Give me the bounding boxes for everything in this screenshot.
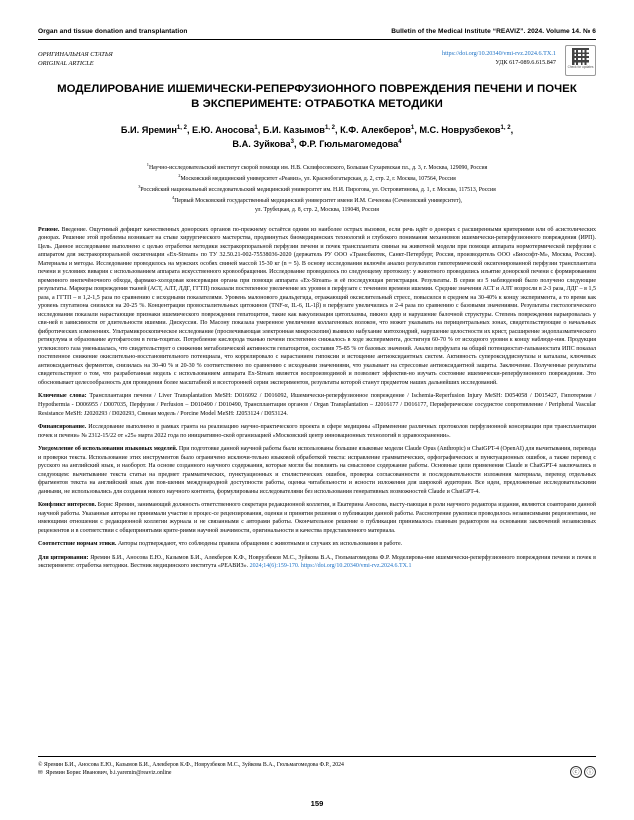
crossmark-badge[interactable] [565,45,596,76]
keywords-paragraph [38,392,596,418]
citation-label: Для цитирования: [38,554,89,561]
citation-text: Яремин Б.И., Аносова Е.Ю., Казымов Б.И., Алекберов К.Ф., Новрузбеков М.С., Зуйкова В.А., Гюльмагомедова Ф.Р. Моделирова-ние ишемически-реперфузионного повреждения печени и почек в эксперименте: отработка методики. Вестник медицинского института «РЕАВИЗ». [38,554,596,570]
creative-commons-marks[interactable] [562,765,596,778]
conflict-label: Конфликт интересов. [38,502,97,509]
abstract-paragraph [38,226,596,388]
envelope-icon: ✉ [38,770,43,777]
page-number: 159 [310,799,324,808]
conflict-paragraph [38,501,596,535]
funding-paragraph [38,423,596,440]
funding-label: Финансирование. [38,424,87,431]
llm-notice-text: При подготовке данной научной работы были использованы большие языковые модели Claude Opus (Anthropic) и ChatGPT-4 (OpenAI) для вычитывания, перевода и проверки текста. Использование этих инструментов было ограничено исключи-тельно языковой обработкой текста: исправление грамматических, орфографических и пунктуационных ошибок, а также перевод с русского на английский язык, и наоборот. На основе созданного научного содержания, которые могли бы повлиять на смысловое содержание работы. Основные цели применения Claude и ChatGPT-4 заключались в следующем: вычитывание текста статьи на предмет грамматических, пунктуационных и стилистических ошибок, проверка согласованности и последовательности изложения материала, перевод отдельных фрагментов текста на английский язык для пов-шения международной доступности работы, оценка читабельности и ясности изложения для широкой аудитории. Все идеи, предложенные исследовательскими данными, не использовались для создания нового научного контента, формулированы исследователями без использования генеративных возможностей Claude и ChatGPT-4. [38,446,596,495]
llm-notice-paragraph [38,445,596,496]
contact-line [38,769,596,778]
qr-code-icon [572,48,589,65]
footer-divider [38,756,596,757]
article-type-en: ORIGINAL ARTICLE [38,60,94,68]
running-head-right: Bulletin of the Medical Institute “REAVIZ”. 2024. Volume 14. № 6 [391,28,596,35]
doi-link[interactable]: https://doi.org/10.20340/vmi-rvz.2024.6.TX.1 [441,50,556,57]
keywords-text: Трансплантация печени / Liver Transplantation MeSH: D016092 / D016092, Ишемически-реперфузионное повреждение / Ischemia-Reperfusion Injury MeSH: D054058 / D015427, Гипотермия / Hypothermia - D006955 / D007035, Перфузия / Perfusion – D010490 / D010490, Трансплантация органов / Organ Transplantation – J2016177 / D016177, Периферическое сосудистое сопротивление / Peripheral Vascular Resistance MeSH: J2020293 / D020293, Свиная модель / Porcine Model MeSH: J2053124 / D053124. [38,393,597,417]
udk-code: УДК 617-089.6.615.847 [495,59,556,67]
ethics-paragraph [38,540,596,549]
page-footer [38,756,596,778]
abstract-label: Резюме. [38,226,60,233]
authors-line-1: Б.И. Яремин$^{1, 2}$, Е.Ю. Аносова$^1$, Б.И. Казымов$^{1, 2}$, К.Ф. Алекберов$^1$, М.С. Новрузбеков$^{1, 2}$, [120,125,514,136]
article-type [38,49,113,69]
running-head [38,28,596,40]
conflict-text: Борис Яремин, занимающий должность ответственного секретаря редакционной коллегии, и Екатерина Аносова, высту-пающая в роли научного редактора издания, являются соавторами данной научной работы. Указанные авторы не принимали участие в процес-се рецензирования, оценки и принятия решения о публикации данной работы. Рассмотрение рукописи проводилось независимыми рецензентами, не имеющими отношения с редакционной коллегии журнала и не связанными с авторами работы. Окончательное решение о публикации принималось главным редактором на основании заключений независимых рецензентов и в соответствии с общепринятыми крите-риями научной значимости, оригинальности и качества представленного материала. [38,502,596,534]
authors-line-2: В.А. Зуйкова$^3$, Ф.Р. Гюльмагомедова$^4$ [232,139,402,150]
article-type-ru: ОРИГИНАЛЬНАЯ СТАТЬЯ [38,51,113,58]
funding-text: Исследование выполнено в рамках гранта на реализацию научно-практического проекта в сфере медицины «Применение различных протоколов перфузионной консервации при трансплантации почек и печени» № 2312-15/22 от «25» марта 2022 года по инициативно-ской организацией «Московский центр инновационных технологий в здравоохранении». [38,424,596,439]
ethics-label: Соответствие нормам этики. [38,541,117,548]
llm-notice-label: Уведомление об использовании языковых моделей. [38,446,178,453]
authors [62,124,572,152]
citation-paragraph [38,554,596,571]
running-head-left: Organ and tissue donation and transplantation [38,28,188,35]
crossmark-label: Check for updates [567,65,594,69]
identifiers [442,49,596,69]
citation-doi[interactable]: 2024;14(6):159-170. https://doi.org/10.20340/vmi-rvz.2024.6.TX.1 [249,563,412,570]
copyright-line: © Яремин Б.И., Аносова Е.Ю., Казымов Б.И., Алекберов К.Ф., Новрузбеков М.С., Зуйкова В.А., Гюльмагомедова Ф.Р., 2024 [38,761,344,768]
page-title: МОДЕЛИРОВАНИЕ ИШЕМИЧЕСКИ-РЕПЕРФУЗИОННОГО ПОВРЕЖДЕНИЯ ПЕЧЕНИ И ПОЧЕК В ЭКСПЕРИМЕНТЕ: ОТРАБОТКА МЕТОДИКИ [57,82,577,110]
ethics-text: Авторы подтверждают, что соблюдены правила обращения с животными и случаях их использования в работе. [116,541,403,548]
keywords-label: Ключевые слова: [38,393,87,400]
article-meta-row [38,49,596,69]
article-body [38,226,596,571]
abstract-text: Введение. Ощутимый дефицит качественных донорских органов по-прежнему остаётся одним из наиболее острых вызовов, если речь идёт о донорах с расширенными критериями или об асистолических донорах. Решение этой проблемы возникает на стыке хирургического мастерства, продвинутых биомедицинских технологий и глубокого понимания механизмов ишемически-реперфузионного повреждения (ИРП). Цель. Данное исследование выполнено с целью отработки методики экстракорпоральной перфузии печени и почек трансплантата свиньи на животной модели при помощи аппарата нормотермической перфузии с аппаратом для экстракорпоральной оксигенации «Ех-Stream» по ТУ 32.50.21-002-75538036-2020 (держатель РУ ООО «Трансбиотек, Санкт-Петербург, Россия, производитель ООО «Биософт-М», Москва, Россия). Материалы и методы. Исследование проводилось на мужских особях свиней массой 15-30 кг (n = 5). В основу исследования включён анализ результатов гипотермической оксигенированной перфузии трансплантата печени и условиях вивария с использованием аппарата искусственного кровообращения. Исследование проводилось по следующему протоколу: у животного проводились изъятие донорской печени с формированием временного внепечёночного обхода, фармако-холодовая консервация органа при помощи аппарата «Ех-Stream» и её последующая регистрация. Результаты. В серии из 5 наблюдений было получено следующие результаты. Маркеры повреждения тканей (АСТ, АЛТ, ЛДГ, ГГТП) показали постепенное увеличение их уровня в перфузате с течением времени ишемии. Средние значения АСТ и АЛТ возросли в 2-3 раза, ЛДГ – в 1,5 раза, а ГГТП – в 1,2-1,5 раза по сравнению с исходными показателями. Уровень малонового диальдегида, отражающий оксислительный стресс, повысился в среднем на 30-40% к концу эксперимента, а то время как уровень глутатиона снизился на 20-25 %. Концентрации провоспалительных цитокинов (TNF-α, IL-6, IL-1β) в перфузате увеличились в 2-4 раза по сравнению с базовыми значениями. Результаты гистологического исследования показали нарастающие признаки ишемического повреждения гепатоцитов, такие как вакуолизация цитоплазмы, пикноз ядер и нарушение балочной структуры. Степень повреждения варьировалась у сви-ней в зависимости от длительности ишемии. Дискуссия. По Масону показала умеренное увеличение коллагеновых волокон, что может указывать на перицентральных зонах, свидетельствующие о начальных фибротических изменениях. Ультрамикроскопическое исследование (просвечивающая электронная микроскопия) выявило набухание митохондрий, нарушение целостности их крист, расширение эндоплазматического ретикулума и образование аутофагосом в гепа-тоцитах. Потребление кислорода тканью печени постепенно снижалось в ходе эксперимента, достигнув 60-70 % от исходного уровня к концу наблюде-ния. Продукция углекислого газа уменьшалась, что свидетельствует о снижении метаболической активности гепатоцитов, составив 75-85 % от базовых значений. Анализ перфузата на общий потенциостат-гальваностата ИПС показал постепенное снижение окислительно-восстановительного потенциала, что коррелировало с нарастанием гипоксии и истощение антиоксидантных систем. Активность супероксиддисмутазы и каталазы, ключевых антиоксидантных ферментов, снизилась на 30-40 % и 20-30 % соответственно по сравнению с исходными значениями, что указывает на стрессовые антиоксидантной защиты. Заключение. Полученные результаты свидетельствуют о том, что разработанная модель с использованием аппарата Ex-Stream является воспроизводимой и позволяет эффектив-но изучать состояние ишемически-реперфузионного повреждения. Это обосновывает целесообразность для проведения более масштабной и всесторонней серии экспериментов, результаты которой станут предметом наших дальнейших исследований. [38,226,596,386]
page-content [38,28,596,576]
affiliation-item: $^3$Российский национальный исследовательский медицинский университет им. Н.И. Пирогова, ул. Островитянова, д. 1, г. Москва, 117513, Россия [138,183,496,193]
cc-icon: ⓒ [570,766,582,778]
affiliation-item: $^2$Московский медицинский университет «Реавиз», ул. Краснобогатырская, д. 2, стр. 2, г. Москва, 107564, Россия [178,172,456,182]
contact-text[interactable]: Яремин Борис Иванович, b.i.yaremin@reaviz.online [45,770,172,777]
affiliation-item: ул. Трубецкая, д. 8, стр. 2, Москва, 119048, Россия [255,206,379,213]
cc-by-icon: ⓘ [584,766,596,778]
affiliation-item: $^4$Первый Московский государственный медицинский университет имени И.М. Сеченова (Сеченовский университет), [172,194,462,204]
affiliation-item: $^1$Научно-исследовательский институт скорой помощи им. Н.В. Склифосовского, Большая Сухаревская пл., д. 3, г. Москва, 129090, Россия [146,162,488,171]
affiliations [40,162,594,215]
